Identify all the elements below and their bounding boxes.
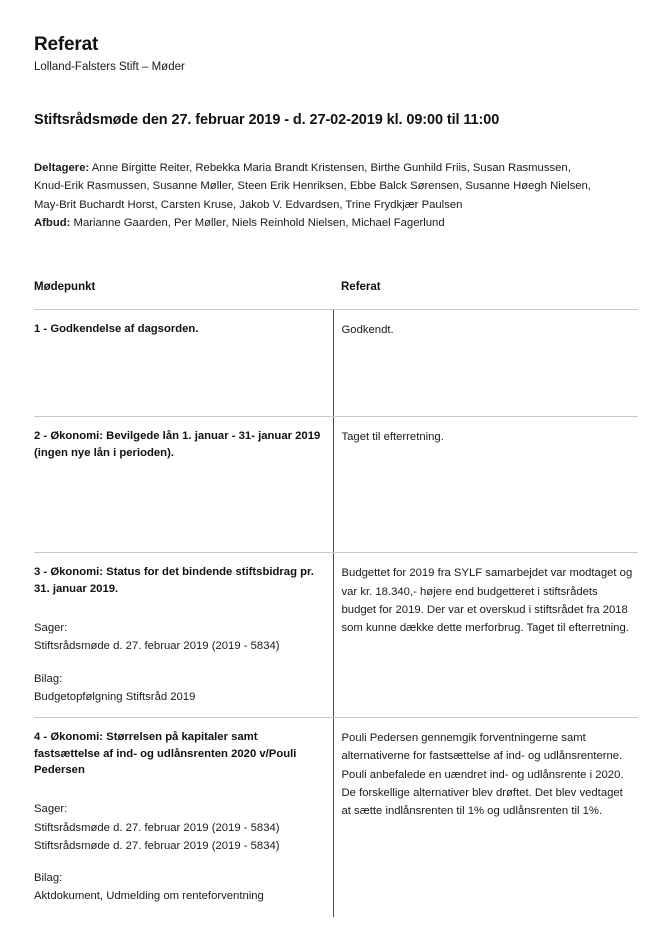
minutes-cell-1 (333, 310, 638, 417)
table-row (34, 718, 638, 917)
case-item-4-1: Stiftsrådsmøde d. 27. februar 2019 (2019 - 5834) (34, 821, 280, 834)
case-item-4-2: Stiftsrådsmøde d. 27. februar 2019 (2019 - 5834) (34, 839, 280, 852)
page-title: Referat (34, 34, 99, 55)
minutes-text-1: Godkendt. (341, 324, 394, 337)
agenda-item-title-3: 3 - Økonomi: Status for det bindende stiftsbidrag pr. 31. januar 2019. (34, 566, 314, 595)
participants-line-2: Knud-Erik Rasmussen, Susanne Møller, Steen Erik Henriksen, Ebbe Balck Sørensen, Susanne Høegh Nielsen, (34, 180, 591, 193)
cell-spacer (34, 337, 323, 405)
attachments-label-3: Bilag: (34, 672, 63, 685)
minutes-table (34, 281, 638, 917)
table-header (34, 281, 638, 310)
column-header-minutes: Referat (333, 281, 638, 310)
table-row (34, 310, 638, 417)
absent-line (34, 214, 638, 232)
minutes-cell-3 (333, 553, 638, 718)
attachments-label-4: Bilag: (34, 872, 63, 885)
attendance-block (34, 159, 638, 232)
agenda-item-title-4: 4 - Økonomi: Størrelsen på kapitaler samt fastsættelse af ind- og udlånsrenten 2020 v/Pouli Pedersen (34, 731, 297, 776)
attachment-item-4-1: Aktdokument, Udmelding om renteforventning (34, 890, 264, 903)
minutes-text-4: Pouli Pedersen gennemgik forventningerne samt alternativerne for fastsættelse af ind- og udlånsrenterne. Pouli anbefalede en uændret ind- og udlånsrente i 2020. De forskellige alternativer blev drøftet. Det blev vedtaget at sætte indlånsrenten til 1% og udlånsrenten til 1%. (341, 732, 624, 818)
table-row (34, 417, 638, 553)
agenda-item-cell-4 (34, 718, 333, 917)
case-item-3-1: Stiftsrådsmøde d. 27. februar 2019 (2019 - 5834) (34, 640, 280, 653)
absent-names: Marianne Gaarden, Per Møller, Niels Reinhold Nielsen, Michael Fagerlund (70, 216, 445, 229)
minutes-text-3: Budgettet for 2019 fra SYLF samarbejdet var modtaget og var kr. 18.340,- højere end budgetteret i stiftsrådets budget for 2019. Der var et overskud i stiftsrådet fra 2018 som kunne dække dette merforbrug. Taget til efterretning. (341, 567, 633, 635)
attachments-group-3 (34, 670, 323, 707)
agenda-item-cell-1 (34, 310, 333, 417)
document-header (34, 0, 638, 75)
cases-group-4 (34, 800, 323, 855)
cases-label-4: Sager: (34, 803, 68, 816)
cell-spacer (34, 461, 323, 541)
participants-names-1: Anne Birgitte Reiter, Rebekka Maria Brandt Kristensen, Birthe Gunhild Friis, Susan Rasmussen, (89, 161, 571, 174)
minutes-cell-4 (333, 718, 638, 917)
cases-group-3 (34, 619, 323, 656)
attachments-group-4 (34, 869, 323, 906)
document-subtitle: Lolland-Falsters Stift – Møder (34, 60, 185, 73)
minutes-text-2: Taget til efterretning. (341, 431, 444, 444)
minutes-cell-2 (333, 417, 638, 553)
table-header-row (34, 281, 638, 310)
column-header-agenda-item: Mødepunkt (34, 281, 333, 310)
meeting-title: Stiftsrådsmøde den 27. februar 2019 - d. 27-02-2019 kl. 09:00 til 11:00 (34, 111, 500, 128)
agenda-item-cell-2 (34, 417, 333, 553)
agenda-item-cell-3 (34, 553, 333, 718)
participants-line-3: May-Brit Buchardt Horst, Carsten Kruse, Jakob V. Edvardsen, Trine Frydkjær Paulsen (34, 198, 463, 211)
participants-line-1 (34, 159, 638, 177)
table-body (34, 310, 638, 917)
attachment-item-3-1: Budgetopfølgning Stiftsråd 2019 (34, 690, 196, 703)
table-row (34, 553, 638, 718)
participants-label: Deltagere: (34, 161, 90, 174)
agenda-item-title-2: 2 - Økonomi: Bevilgede lån 1. januar - 31- januar 2019 (ingen nye lån i perioden). (34, 430, 321, 459)
cases-label-3: Sager: (34, 621, 68, 634)
agenda-item-title-1: 1 - Godkendelse af dagsorden. (34, 323, 199, 336)
absent-label: Afbud: (34, 216, 71, 229)
